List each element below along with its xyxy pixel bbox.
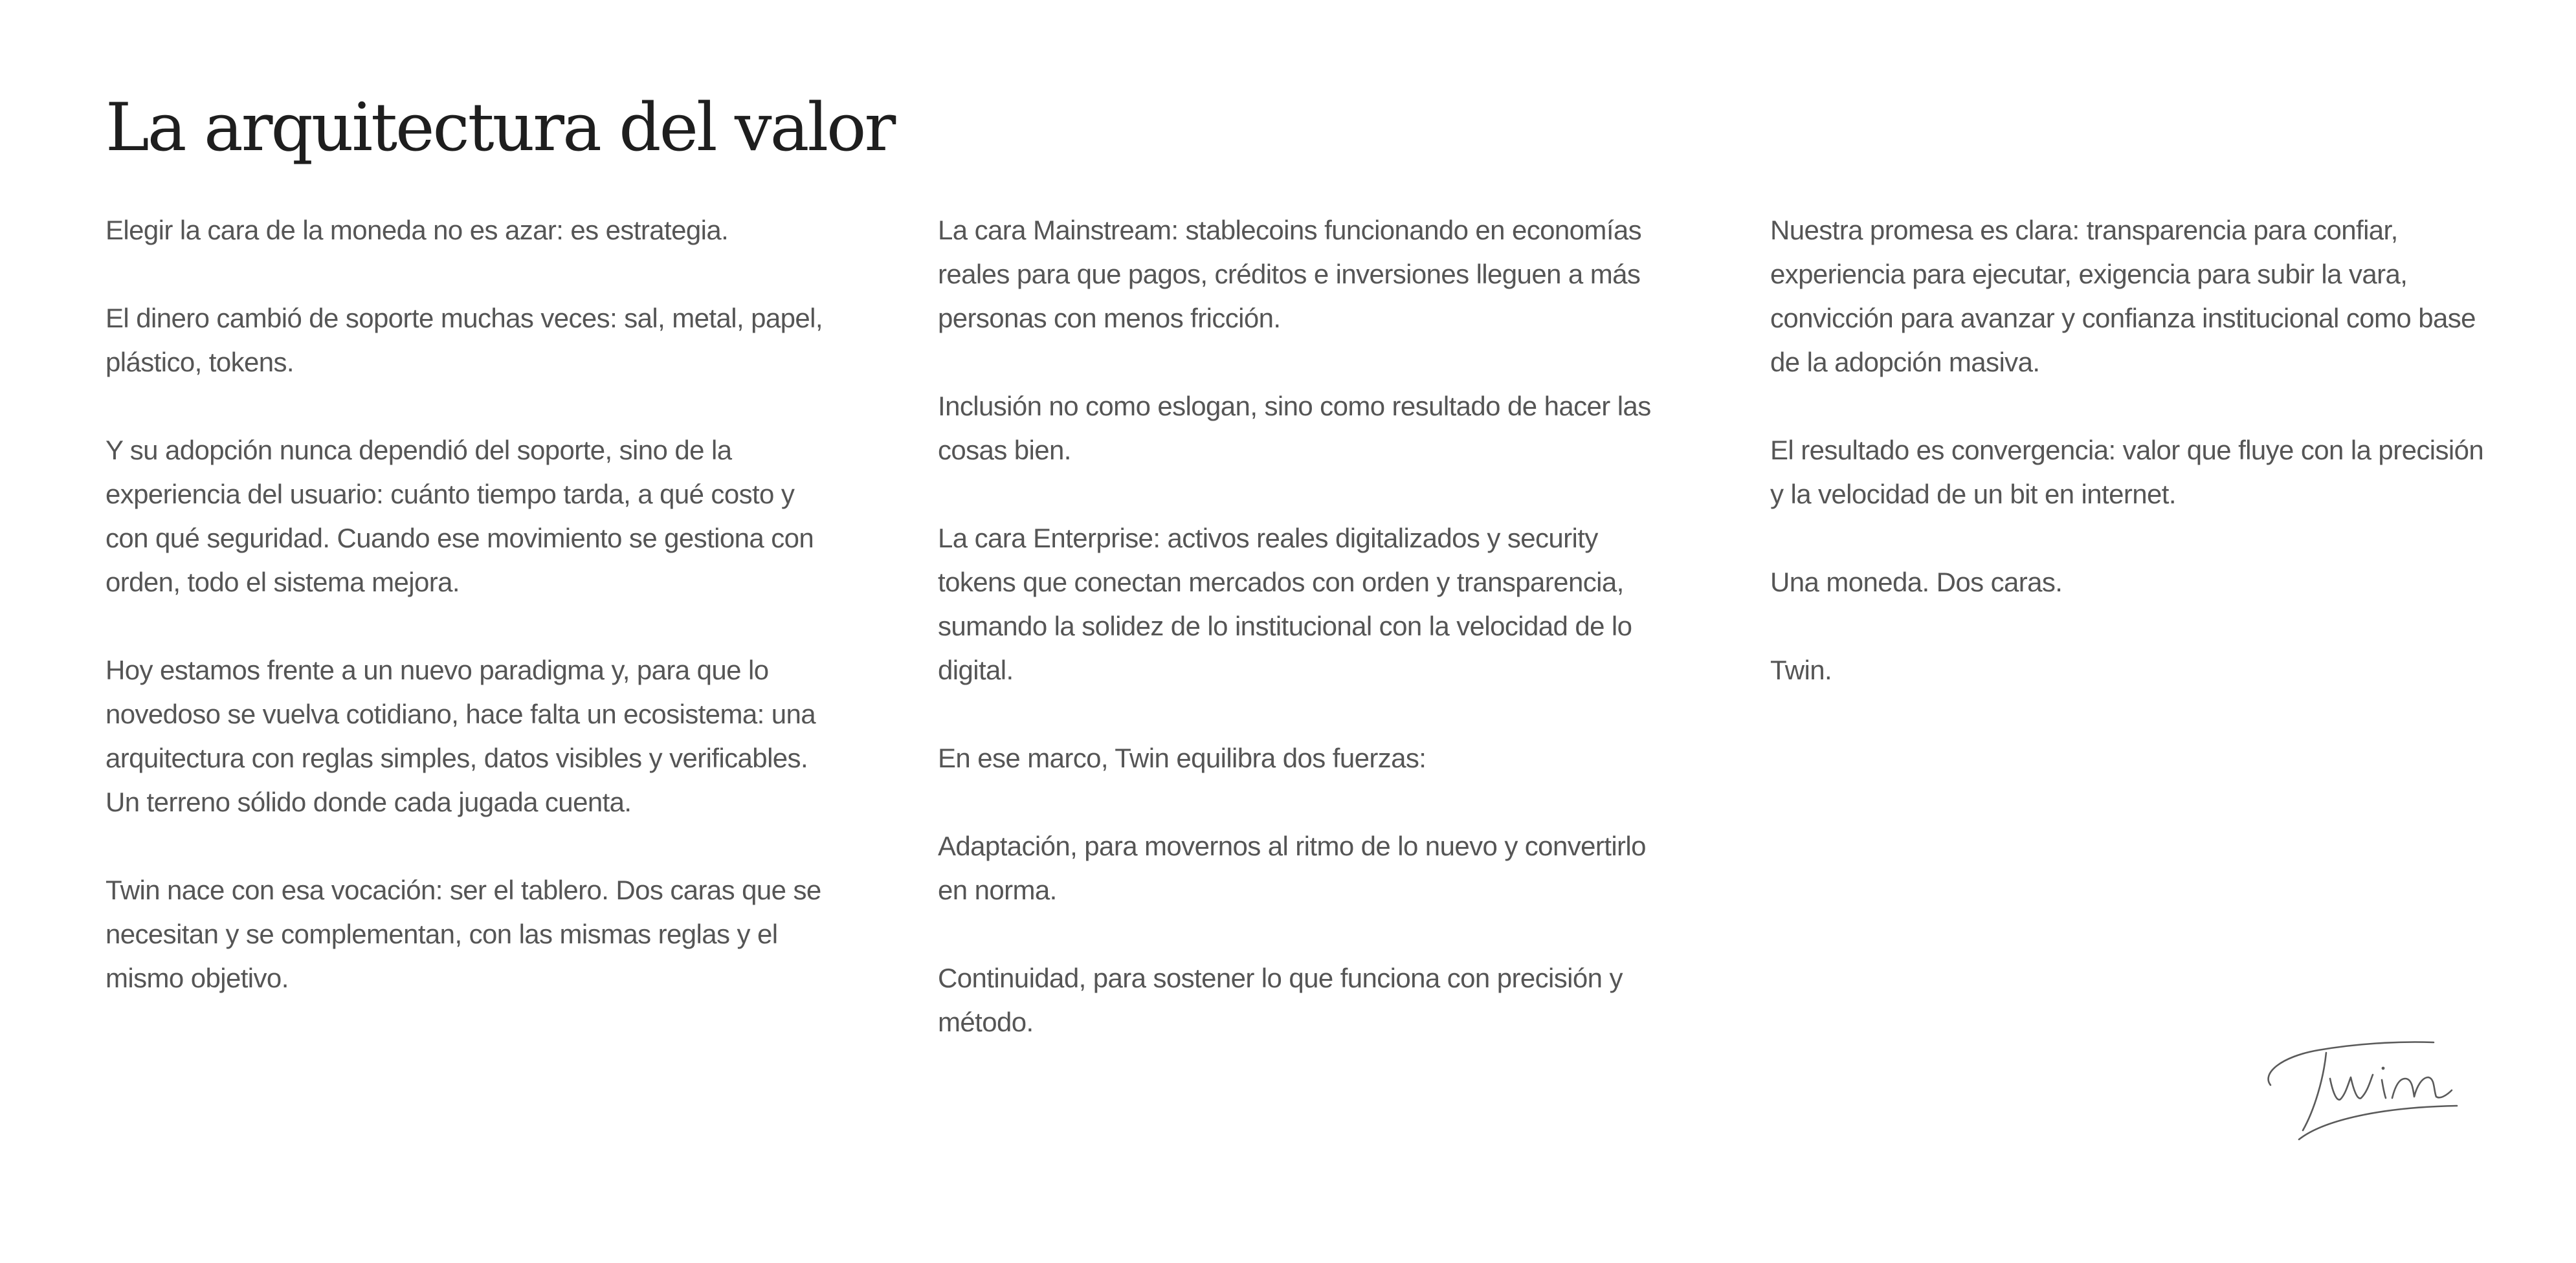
signature-n-stroke (2392, 1077, 2452, 1098)
text-column-1 (105, 208, 824, 1044)
paragraph: Elegir la cara de la moneda no es azar: es estrategia. (105, 215, 729, 245)
handwritten-signature-icon (2259, 1019, 2459, 1161)
paragraph: La cara Mainstream: stablecoins funcionando en economías reales para que pagos, créditos e inversiones lleguen a más personas con menos fricción. (938, 215, 1642, 333)
signature-i-dot (2382, 1067, 2385, 1070)
paragraph: Y su adopción nunca dependió del soporte, sino de la experiencia del usuario: cuánto tiempo tarda, a qué costo y con qué seguridad. Cuando ese movimiento se gestiona con orden, todo el sistema mejora. (105, 435, 814, 597)
paragraph: Twin nace con esa vocación: ser el tablero. Dos caras que se necesitan y se complementan, con las mismas reglas y el mismo objetivo. (105, 875, 821, 993)
text-column-2 (938, 208, 1656, 1088)
signature-i-stroke (2382, 1080, 2386, 1098)
paragraph: En ese marco, Twin equilibra dos fuerzas: (938, 743, 1427, 773)
signature-w-stroke (2330, 1075, 2373, 1100)
paragraph: El resultado es convergencia: valor que fluye con la precisión y la velocidad de un bit en internet. (1770, 435, 2484, 509)
paragraph: Adaptación, para movernos al ritmo de lo nuevo y convertirlo en norma. (938, 831, 1646, 905)
paragraph: El dinero cambió de soporte muchas veces: sal, metal, papel, plástico, tokens. (105, 303, 823, 377)
paragraph: Inclusión no como eslogan, sino como resultado de hacer las cosas bien. (938, 391, 1651, 465)
signature-underline (2299, 1106, 2457, 1139)
page-title: La arquitectura del valor (105, 89, 894, 166)
paragraph: Hoy estamos frente a un nuevo paradigma y, para que lo novedoso se vuelva cotidiano, hace falta un ecosistema: una arquitectura con reglas simples, datos visibles y verificables. Un terreno sólido donde cada jugada cuenta. (105, 655, 816, 817)
text-column-3 (1770, 208, 2489, 736)
paragraph: Twin. (1770, 655, 1832, 685)
paragraph: Continuidad, para sostener lo que funciona con precisión y método. (938, 963, 1623, 1037)
signature-t-stem (2303, 1053, 2326, 1130)
paragraph: Nuestra promesa es clara: transparencia para confiar, experiencia para ejecutar, exigencia para subir la vara, convicción para avanzar y confianza institucional como base de la adopción masiva. (1770, 215, 2476, 377)
paragraph: La cara Enterprise: activos reales digitalizados y security tokens que conectan mercados con orden y transparencia, sumando la solidez de lo institucional con la velocidad de lo digital. (938, 523, 1632, 685)
paragraph: Una moneda. Dos caras. (1770, 567, 2063, 597)
